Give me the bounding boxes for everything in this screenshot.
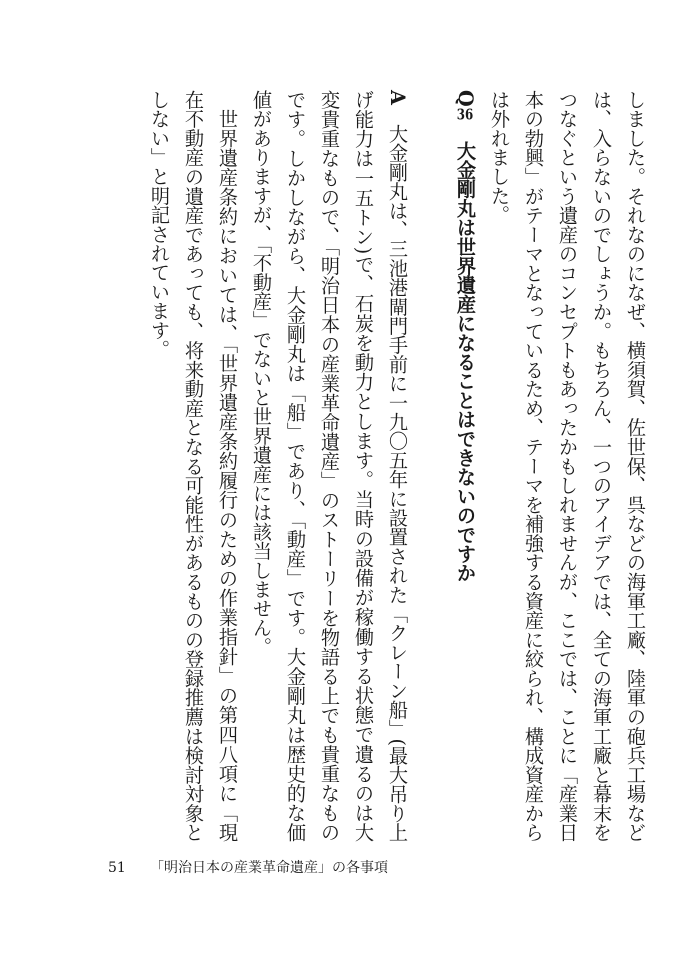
question-number: 36 [456, 106, 474, 122]
answer-label: A [386, 90, 409, 105]
answer-text-1: 大金剛丸は、三池港閘門手前に一九〇五年に設置された「クレーン船」(最大吊り上げ能力は一五トン)で、石炭を動力とします。当時の設備が稼働する状態で遺るのは大変貴重なもので、「明治日本の産業革命遺産」のストーリーを物語る上でも貴重なものです。しかしながら、大金剛丸は「船」であり、「動産」です。大金剛丸は歴史的な価値がありますが、「不動産」でないと世界遺産には該当しません。 [250, 90, 409, 842]
answer-paragraph-1 [244, 90, 414, 842]
question-label: Q [454, 90, 477, 107]
body-text [92, 90, 652, 842]
page-number: 51 [108, 860, 126, 876]
paragraph-intro: しました。それなのになぜ、横須賀、佐世保、呉などの海軍工廠、陸軍の砲兵工場などは、入らないのでしょうか。もちろん、一つのアイデアでは、全ての海軍工廠と幕末をつなぐという遺産のコンセプトもあったかもしれませんが、ここでは、ことに「産業日本の勃興」がテーマとなっているため、テーマを補強する資産に絞られ、構成資産からは外れました。 [488, 90, 647, 842]
answer-paragraph-2: 世界遺産条約においては、「世界遺産条約履行のための作業指針」の第四八項に「現在不動産の遺産であっても、将来動産となる可能性があるものの登録推薦は検討対象としない」と明記されています。 [148, 90, 239, 842]
running-title: 「明治日本の産業革命遺産」の各事項 [150, 860, 388, 876]
question-heading [448, 90, 482, 842]
page-footer [108, 858, 388, 878]
question-text: 大金剛丸は世界遺産になることはできないのですか [454, 140, 477, 583]
